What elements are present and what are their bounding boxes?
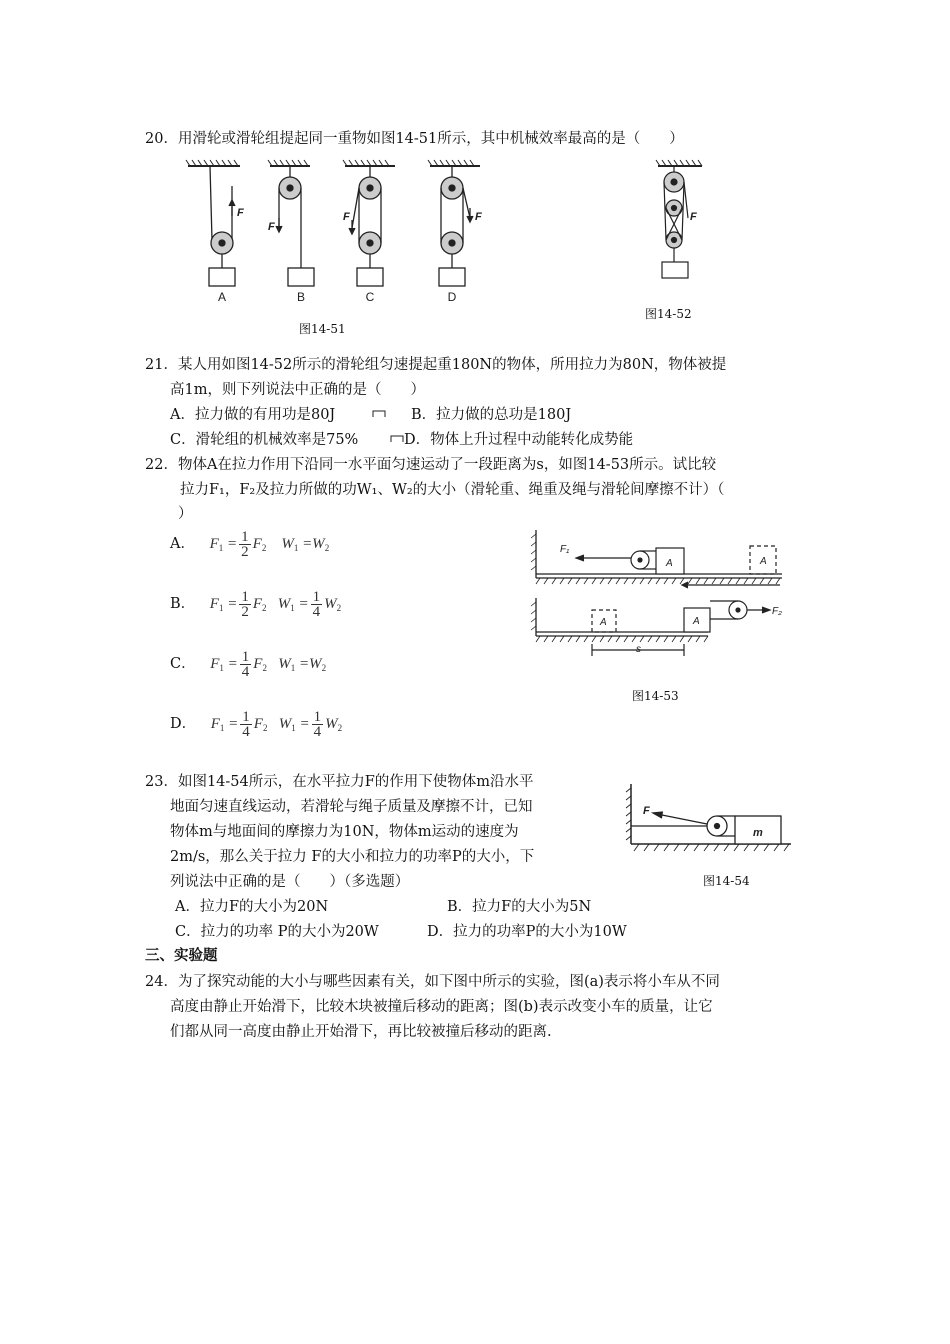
q23-line3: 物体m与地面间的摩擦力为10N，物体m运动的速度为	[170, 824, 519, 840]
label-a-bottom: A	[693, 616, 700, 627]
q23-line4: 2m/s，那么关于拉力 F的大小和拉力的功率P的大小，下	[170, 849, 535, 865]
figure-14-52	[650, 158, 710, 283]
figure-14-51-caption: 图14-51	[299, 322, 346, 336]
setup-a	[209, 166, 235, 286]
force-label-c: F	[343, 211, 350, 223]
q24-line1: 24．为了探究动能的大小与哪些因素有关，如下图中所示的实验，图(a)表示将小车从不同	[145, 974, 720, 990]
q24-line3: 们都从同一高度由静止开始滑下，再比较被撞后移动的距离.	[170, 1024, 552, 1040]
q21-option-c: C．滑轮组的机械效率是75%	[170, 432, 359, 448]
q22-line1: 22．物体A在拉力作用下沿同一水平面匀速运动了一段距离为s，如图14-53所示。试比较	[145, 457, 717, 473]
setup-label-c: C	[365, 290, 375, 304]
setup-b	[279, 166, 314, 286]
setup-d	[439, 166, 470, 286]
label-m: m	[753, 827, 763, 839]
force-label-b: F	[268, 221, 275, 233]
label-a-ghost: A	[760, 556, 767, 567]
label-a-top: A	[666, 558, 673, 569]
label-f: F	[643, 805, 650, 817]
q21-line2: 高1m，则下列说法中正确的是（ ）	[170, 382, 425, 398]
q22-line2: 拉力F₁，F₂及拉力所做的功W₁、W₂的大小（滑轮重、绳重及绳与滑轮间摩擦不计）（	[180, 482, 725, 498]
small-mark-1	[372, 408, 386, 418]
setup-label-a: A	[217, 290, 227, 304]
q21-option-b: B．拉力做的总功是180J	[411, 407, 572, 423]
force-label-d: F	[475, 211, 482, 223]
figure-14-54-caption: 图14-54	[703, 874, 750, 888]
q23-option-b: B．拉力F的大小为5N	[447, 899, 592, 915]
force-label-52: F	[690, 211, 697, 223]
q23-option-a: A．拉力F的大小为20N	[175, 899, 329, 915]
q22-option-a: A． $F_1$ = $\frac{1}{2}$ $F_2$ $W_1 =W_2$	[170, 529, 330, 560]
label-a-ghost-bottom: A	[600, 617, 607, 628]
force-label-a: F	[237, 207, 244, 219]
q23-line1: 23．如图14-54所示，在水平拉力F的作用下使物体m沿水平	[145, 774, 534, 790]
figure-14-54	[625, 782, 795, 857]
label-s: s	[636, 644, 641, 655]
setup-label-b: B	[296, 290, 306, 304]
figure-14-51	[180, 158, 500, 308]
section-heading: 三、实验题	[145, 947, 218, 964]
q20-stem: 20．用滑轮或滑轮组提起同一重物如图14-51所示，其中机械效率最高的是（ ）	[145, 131, 684, 147]
q22-option-d: D． $F_1$ = $\frac{1}{4}$ $F_2$ $W_1$ = $\frac{1}{4}$ $W_2$	[170, 709, 343, 740]
setup-label-d: D	[447, 290, 457, 304]
figure-14-53-caption: 图14-53	[632, 689, 679, 703]
q23-line5: 列说法中正确的是（ ）（多选题）	[170, 874, 410, 890]
q21-option-d: D．物体上升过程中动能转化成势能	[404, 432, 634, 448]
label-f2: F₂	[772, 606, 782, 617]
q22-option-b: B． $F_1$ = $\frac{1}{2}$ $F_2$ $W_1$ = $\frac{1}{4}$ $W_2$	[170, 589, 342, 620]
q23-option-d: D．拉力的功率P的大小为10W	[427, 924, 627, 940]
setup-c	[352, 166, 383, 286]
q22-option-c: C． $F_1$ = $\frac{1}{4}$ $F_2$ $W_1 =W_2$	[170, 649, 327, 680]
q21-option-a: A．拉力做的有用功是80J	[170, 407, 336, 423]
figure-14-53	[528, 528, 790, 663]
q23-line2: 地面匀速直线运动，若滑轮与绳子质量及摩擦不计，已知	[170, 799, 533, 815]
q22-line3: ）	[178, 506, 193, 522]
q24-line2: 高度由静止开始滑下，比较木块被撞后移动的距离；图(b)表示改变小车的质量，让它	[170, 999, 713, 1015]
q21-line1: 21．某人用如图14-52所示的滑轮组匀速提起重180N的物体，所用拉力为80N，物体被提	[145, 357, 727, 373]
figure-14-52-caption: 图14-52	[645, 307, 692, 321]
q23-option-c: C．拉力的功率 P的大小为20W	[175, 924, 379, 940]
small-mark-2	[390, 433, 404, 443]
label-f1: F₁	[560, 544, 570, 555]
